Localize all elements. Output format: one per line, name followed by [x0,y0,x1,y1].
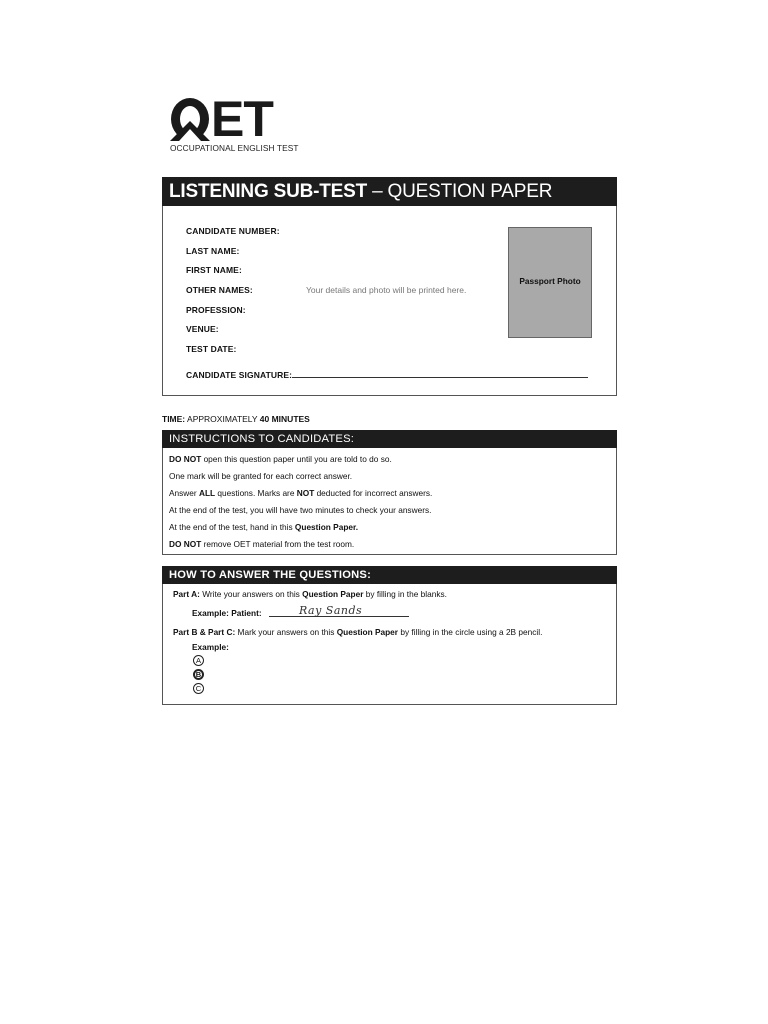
time-duration: 40 MINUTES [259,414,310,424]
instruction-text: deducted for incorrect answers. [314,488,433,498]
instruction-line [169,505,431,515]
part-a-text: Write your answers on this [199,589,303,599]
instruction-emphasis: NOT [296,488,315,498]
instruction-text: Answer [169,488,199,498]
logo-mark [170,91,290,147]
instruction-line [169,522,358,532]
how-to-answer-box [162,584,617,705]
part-a-text: by filling in the blanks. [363,589,447,599]
time-allowance [162,414,310,424]
part-bc-instruction [173,627,542,637]
instruction-text: At the end of the test, hand in this [169,522,295,532]
field-other-names: OTHER NAMES: [186,285,253,295]
field-profession: PROFESSION: [186,305,246,315]
title-bold: LISTENING SUB-TEST [169,180,368,202]
logo-text: ET [211,91,273,147]
instruction-text: At the end of the test, you will have two minutes to check your answers. [169,505,432,515]
field-venue: VENUE: [186,324,219,334]
instruction-text: questions. Marks are [215,488,297,498]
time-prefix: TIME: [162,414,186,424]
title-rest: – QUESTION PAPER [367,180,553,202]
option-b-bubble: B [193,669,204,680]
field-test-date: TEST DATE: [186,344,237,354]
part-bc-text: by filling in the circle using a 2B pencil. [398,627,543,637]
instruction-line [169,454,392,464]
field-first-name: FIRST NAME: [186,265,242,275]
instruction-emphasis: ALL [198,488,216,498]
how-to-answer-heading: HOW TO ANSWER THE QUESTIONS: [162,566,617,584]
signature-line [292,377,588,378]
field-last-name: LAST NAME: [186,246,240,256]
instruction-text: remove OET material from the test room. [201,539,355,549]
part-a-label: Part A: [173,589,200,599]
passport-photo-label: Passport Photo [519,276,581,286]
field-candidate-number: CANDIDATE NUMBER: [186,226,280,236]
part-bc-text: Mark your answers on this [235,627,337,637]
instructions-heading: INSTRUCTIONS TO CANDIDATES: [162,430,617,448]
example-a-label: Example: Patient: [192,608,262,618]
instruction-emphasis: DO NOT [169,454,202,464]
part-bc-emphasis: Question Paper [336,627,399,637]
instructions-box [162,448,617,555]
part-a-emphasis: Question Paper [302,589,364,599]
time-text: APPROXIMATELY [185,414,260,424]
signature-label: CANDIDATE SIGNATURE: [186,370,293,380]
example-b-label: Example: [192,642,229,652]
candidate-details-box [162,206,617,396]
logo-o-icon [170,97,210,141]
oet-logo [170,91,299,153]
part-bc-label: Part B & Part C: [173,627,236,637]
logo-subtitle: OCCUPATIONAL ENGLISH TEST [170,143,299,153]
instruction-text: One mark will be granted for each correct answer. [169,471,353,481]
instruction-emphasis: DO NOT [169,539,202,549]
example-a-answer: Ray Sands [299,604,363,617]
part-a-instruction [173,589,447,599]
option-a-bubble: A [193,655,204,666]
instruction-line [169,539,354,549]
instruction-line [169,488,432,498]
instruction-text: open this question paper until you are told to do so. [201,454,392,464]
option-c-bubble: C [193,683,204,694]
instruction-emphasis: Question Paper. [294,522,359,532]
instruction-line [169,471,352,481]
title-bar [162,177,617,206]
details-note: Your details and photo will be printed here. [306,285,467,295]
passport-photo-box [508,227,592,338]
